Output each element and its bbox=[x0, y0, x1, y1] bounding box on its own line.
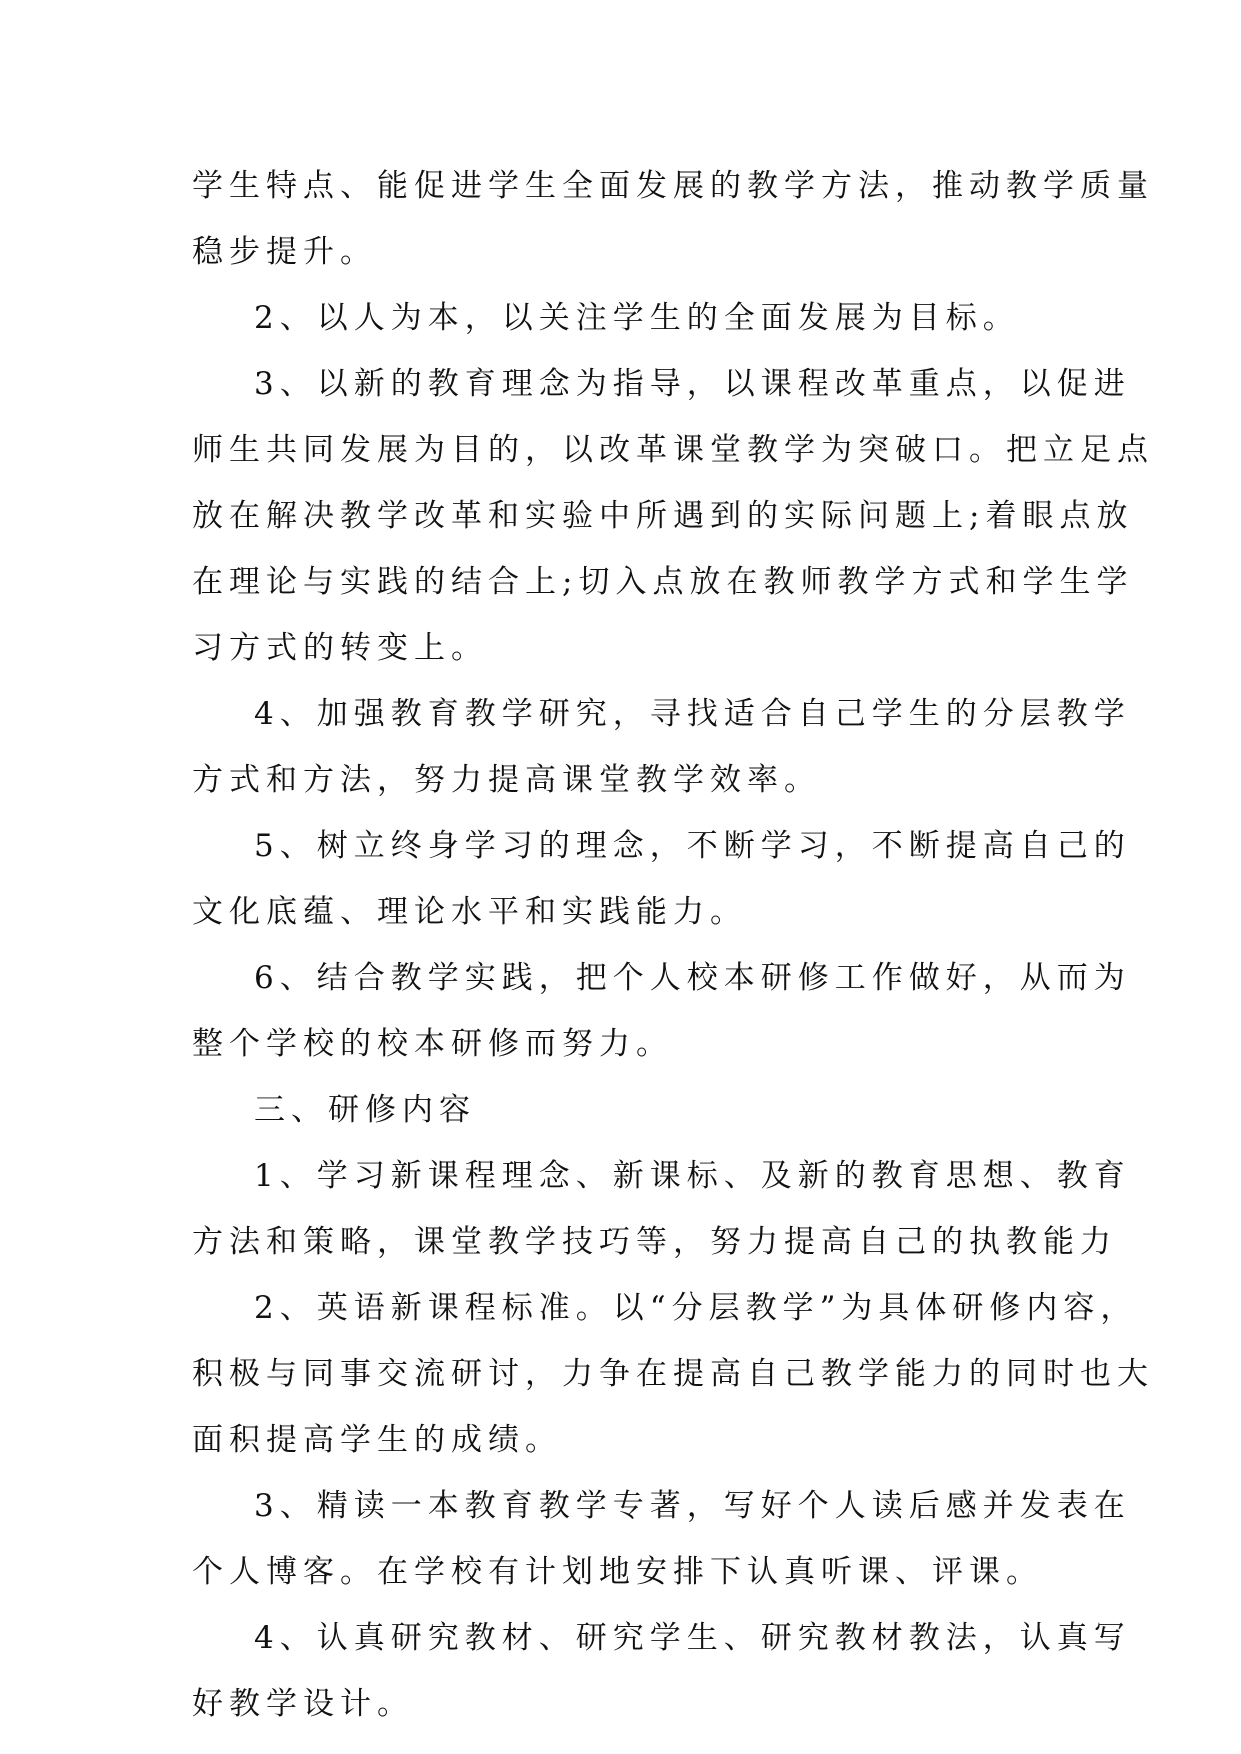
text-line: 2、英语新课程标准。以“分层教学”为具体研修内容， bbox=[254, 1290, 1138, 1326]
text-line: 1、学习新课程理念、新课标、及新的教育思想、教育 bbox=[254, 1158, 1131, 1194]
text-line: 文化底蕴、理论水平和实践能力。 bbox=[192, 894, 747, 930]
text-line: 2、以人为本，以关注学生的全面发展为目标。 bbox=[254, 300, 1020, 336]
text-line: 5、树立终身学习的理念，不断学习，不断提高自己的 bbox=[254, 828, 1131, 864]
text-line: 师生共同发展为目的，以改革课堂教学为突破口。把立足点 bbox=[192, 432, 1154, 468]
text-line: 习方式的转变上。 bbox=[192, 630, 488, 666]
text-line: 好教学设计。 bbox=[192, 1686, 414, 1722]
text-line: 方法和策略，课堂教学技巧等，努力提高自己的执教能力 bbox=[192, 1224, 1117, 1260]
section-heading: 三、研修内容 bbox=[254, 1092, 476, 1128]
text-line: 4、认真研究教材、研究学生、研究教材教法，认真写 bbox=[254, 1620, 1131, 1656]
text-line: 3、以新的教育理念为指导，以课程改革重点，以促进 bbox=[254, 366, 1131, 402]
text-line: 4、加强教育教学研究，寻找适合自己学生的分层教学 bbox=[254, 696, 1131, 732]
text-line: 稳步提升。 bbox=[192, 234, 377, 270]
text-line: 积极与同事交流研讨，力争在提高自己教学能力的同时也大 bbox=[192, 1356, 1154, 1392]
text-line: 3、精读一本教育教学专著，写好个人读后感并发表在 bbox=[254, 1488, 1131, 1524]
text-line: 放在解决教学改革和实验中所遇到的实际问题上;着眼点放 bbox=[192, 498, 1134, 534]
text-line: 在理论与实践的结合上;切入点放在教师教学方式和学生学 bbox=[192, 564, 1134, 600]
body-text bbox=[192, 156, 1154, 1734]
text-line: 个人博客。在学校有计划地安排下认真听课、评课。 bbox=[192, 1554, 1043, 1590]
text-line: 方式和方法，努力提高课堂教学效率。 bbox=[192, 762, 821, 798]
text-line: 整个学校的校本研修而努力。 bbox=[192, 1026, 673, 1062]
text-line: 6、结合教学实践，把个人校本研修工作做好，从而为 bbox=[254, 960, 1131, 996]
text-line: 学生特点、能促进学生全面发展的教学方法，推动教学质量 bbox=[192, 168, 1154, 204]
text-line: 面积提高学生的成绩。 bbox=[192, 1422, 562, 1458]
